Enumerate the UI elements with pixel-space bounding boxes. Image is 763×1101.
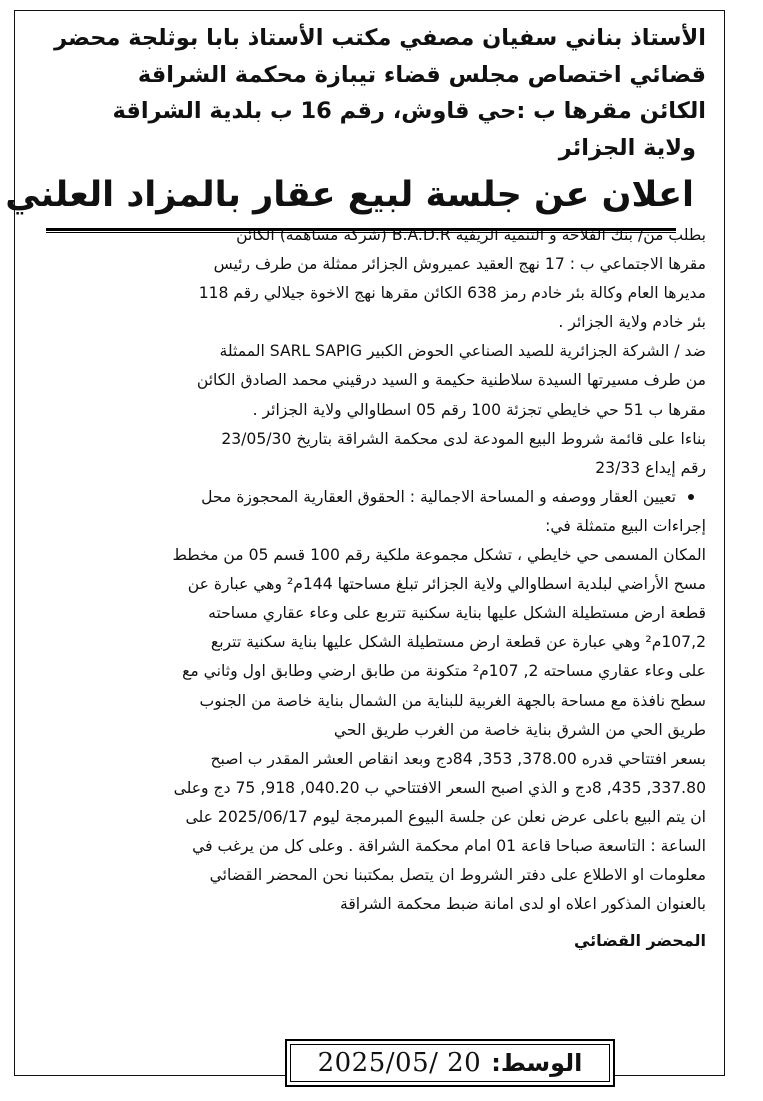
notice-body [18,221,706,919]
body-line: الساعة : التاسعة صباحا قاعة 01 امام محكمة الشراقة . وعلى كل من يرغب في [192,836,706,855]
body-line: ان يتم البيع باعلى عرض نعلن عن جلسة البيوع المبرمجة ليوم 2025/06/17 على [185,807,706,826]
body-line: قطعة ارض مستطيلة الشكل عليها بناية سكنية تتربع على وعاء عقاري مساحته [208,604,706,623]
body-line: على وعاء عقاري مساحته 2, 107م² متكونة من طابق ارضي وطابق اول وثاني مع [182,662,706,681]
body-line: 337.80, 435, 8دج و الذي اصبح السعر الافتتاحي ب 040.20, 918, 75 دج وعلى [173,778,706,797]
body-line: من طرف مسيرتها السيدة سلاطنية حكيمة و السيد درقيني محمد الصادق الكائن [196,371,706,390]
body-line: مديرها العام وكالة بئر خادم رمز 638 الكائن مقرها نهج الاخوة جيلالي رقم 118 [198,284,706,303]
bullet-item: تعيين العقار ووصفه و المساحة الاجمالية : الحقوق العقارية المحجوزة محل [18,483,706,512]
title-underline-thin [46,232,676,233]
body-line: طريق الحي من الشرق بناية خاصة من الغرب طريق الحي [333,720,706,739]
body-line: مقرها الاجتماعي ب : 17 نهج العقيد عميروش الجزائر ممثلة من طرف رئيس [213,255,706,274]
title-underline [46,228,676,231]
body-line: مقرها ب 51 حي خايطي تجزئة 100 رقم 05 اسطاوالي ولاية الجزائر . [252,400,706,419]
body-line: ضد / الشركة الجزائرية للصيد الصناعي الحوض الكبير SARL SAPIG الممثلة [219,342,706,361]
body-line: بطلب من/ بنك الفلاحة و التنمية الريفية B.A.D.R (شركة مساهمة) الكائن [236,226,706,244]
publication-date: 2025/05/ 20 [317,1048,482,1078]
body-line: سطح نافذة مع مساحة بالجهة الغربية للبناية من الشمال بناية خاصة من الجنوب [199,691,706,710]
body-line: بسعر افتتاحي قدره 378.00, 353, 84دج وبعد انقاص العشر المقدر ب اصبح [210,749,706,768]
notice-title: اعلان عن جلسة لبيع عقار بالمزاد العلني [5,175,694,215]
publication-stamp [285,1039,615,1087]
body-line: رقم إيداع 23/33 [595,458,706,477]
header-line: ولاية الجزائر [558,134,696,161]
header-line: قضائي اختصاص مجلس قضاء تيبازة محكمة الشراقة [137,61,706,88]
legal-notice [5,20,706,951]
bailiff-header [18,20,706,166]
signature: المحضر القضائي [573,931,706,951]
body-line: بئر خادم ولاية الجزائر . [558,313,706,332]
newspaper-label: الوسط: [491,1049,583,1077]
body-line: معلومات او الاطلاع على دفتر الشروط ان يتصل بمكتبنا نحن المحضر القضائي [209,866,706,885]
body-line: 107,2م² وهي عبارة عن قطعة ارض مستطيلة الشكل عليها بناية سكنية تتربع [210,633,706,652]
bullet-dot-icon [688,494,694,500]
body-line: بناءا على قائمة شروط البيع المودعة لدى محكمة الشراقة بتاريخ 23/05/30 [221,429,706,448]
header-line: الأستاذ بناني سفيان مصفي مكتب الأستاذ بابا بوثلجة محضر [54,25,706,51]
body-line: المكان المسمى حي خايطي ، تشكل مجموعة ملكية رقم 100 قسم 05 من مخطط [172,546,706,565]
body-line: بالعنوان المذكور اعلاه او لدى امانة ضبط محكمة الشراقة [339,895,706,914]
header-line: الكائن مقرها ب :حي قاوش، رقم 16 ب بلدية الشراقة [112,98,706,124]
body-line: إجراءات البيع متمثلة في: [545,516,706,535]
body-line: مسح الأراضي لبلدية اسطاوالي ولاية الجزائر تبلغ مساحتها 144م² وهي عبارة عن [187,575,706,594]
stamp-inner-border [290,1044,610,1082]
